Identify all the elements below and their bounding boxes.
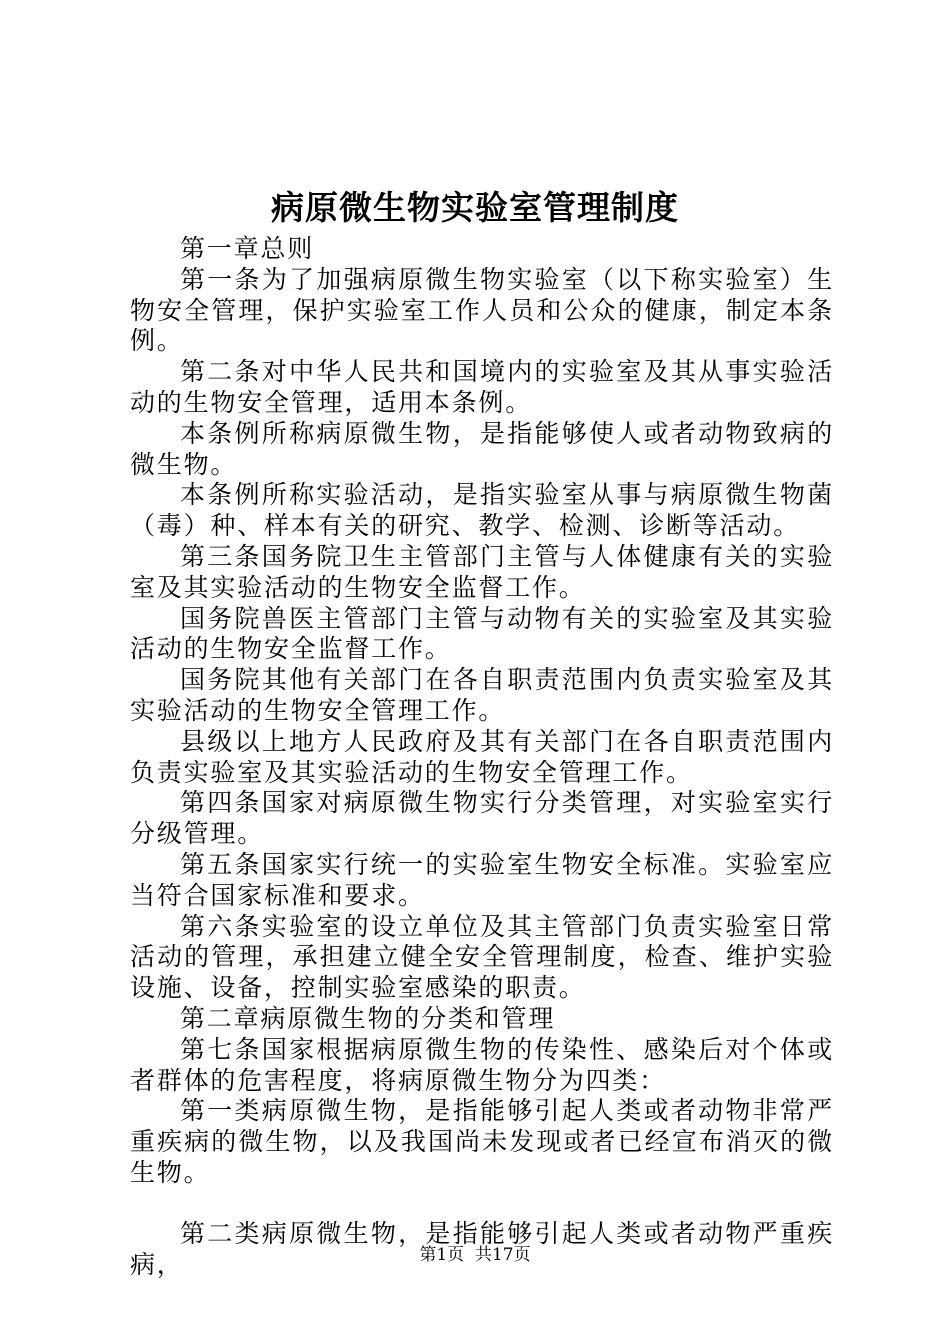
paragraph: 本条例所称病原微生物，是指能够使人或者动物致病的微生物。 xyxy=(130,418,834,479)
paragraph: 第一条为了加强病原微生物实验室（以下称实验室）生物安全管理，保护实验室工作人员和公众的健康，制定本条例。 xyxy=(130,264,834,356)
paragraph: 第四条国家对病原微生物实行分类管理，对实验室实行分级管理。 xyxy=(130,788,834,849)
paragraph: 第二类病原微生物，是指能够引起人类或者动物严重疾病， xyxy=(130,1218,834,1279)
chapter-heading: 第二章病原微生物的分类和管理 xyxy=(180,1003,556,1033)
paragraph: 第五条国家实行统一的实验室生物安全标准。实验室应当符合国家标准和要求。 xyxy=(130,849,834,910)
paragraph: 第三条国务院卫生主管部门主管与人体健康有关的实验室及其实验活动的生物安全监督工作。 xyxy=(130,541,834,602)
paragraph: 国务院兽医主管部门主管与动物有关的实验室及其实验活动的生物安全监督工作。 xyxy=(130,603,834,664)
document-body xyxy=(130,234,834,1280)
paragraph: 国务院其他有关部门在各自职责范围内负责实验室及其实验活动的生物安全管理工作。 xyxy=(130,665,834,725)
paragraph: 第一类病原微生物，是指能够引起人类或者动物非常严重疾病的微生物，以及我国尚未发现或者已经宣布消灭的微生物。 xyxy=(130,1096,834,1187)
paragraph: 第六条实验室的设立单位及其主管部门负责实验室日常活动的管理，承担建立健全安全管理制度，检查、维护实验设施、设备，控制实验室感染的职责。 xyxy=(130,911,834,1003)
page-number: 第1页 共17页 xyxy=(419,1245,531,1265)
paragraph: 第七条国家根据病原微生物的传染性、感染后对个体或者群体的危害程度，将病原微生物分为四类： xyxy=(130,1034,834,1095)
paragraph: 第二条对中华人民共和国境内的实验室及其从事实验活动的生物安全管理，适用本条例。 xyxy=(130,357,834,417)
chapter-heading: 第一章总则 xyxy=(180,234,315,263)
page-footer xyxy=(0,1243,950,1267)
paragraph: 本条例所称实验活动，是指实验室从事与病原微生物菌（毒）种、样本有关的研究、教学、检测、诊断等活动。 xyxy=(130,480,834,541)
paragraph: 县级以上地方人民政府及其有关部门在各自职责范围内负责实验室及其实验活动的生物安全管理工作。 xyxy=(130,726,834,787)
document-title: 病原微生物实验室管理制度 xyxy=(271,188,679,227)
